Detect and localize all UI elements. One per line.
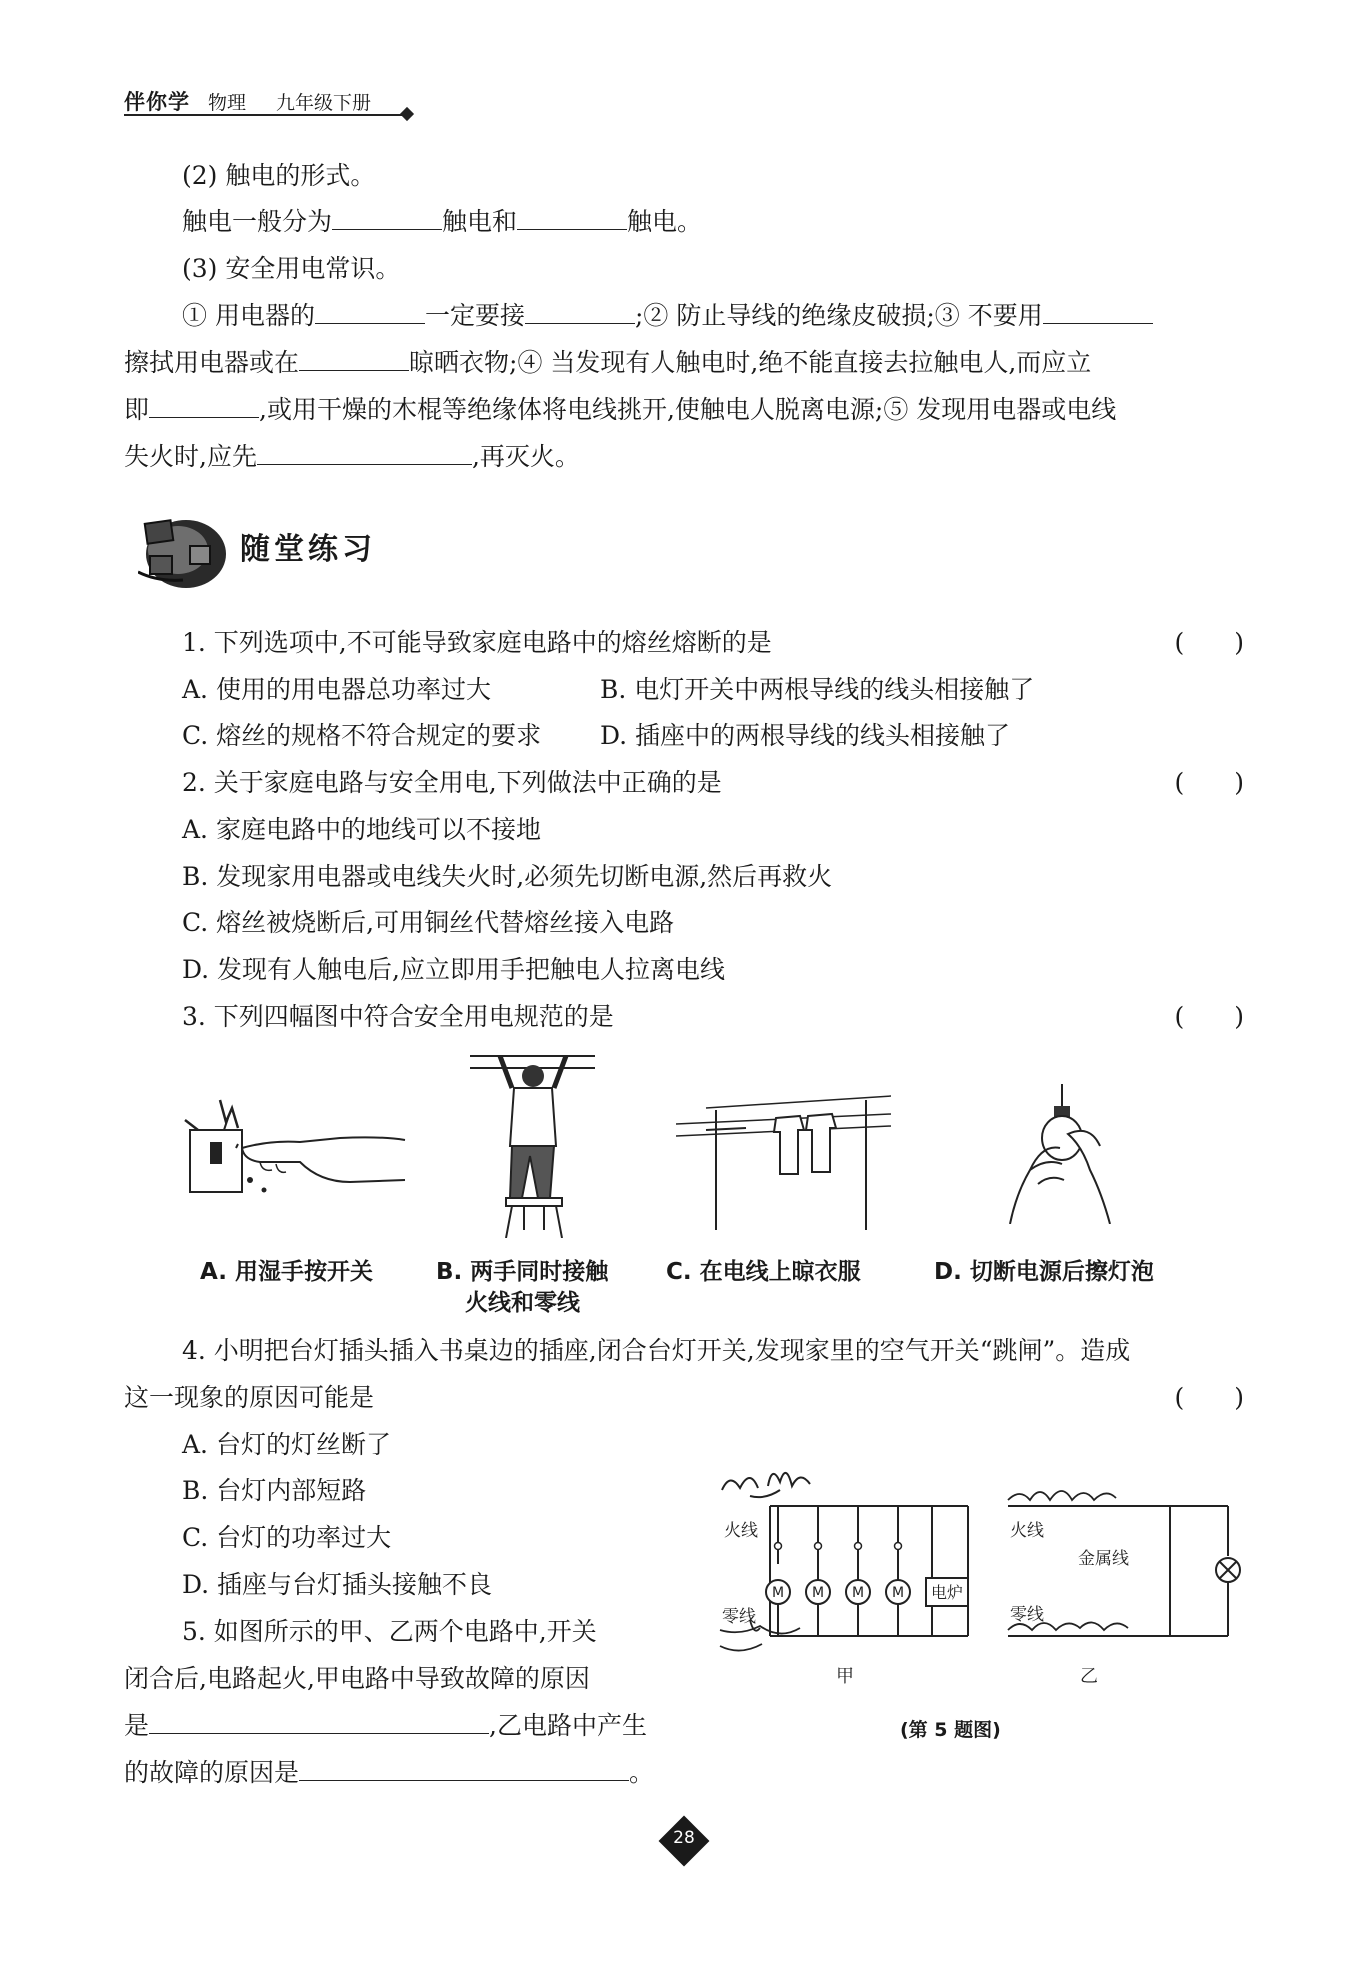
q3-caption-d: D. 切断电源后擦灯泡 — [934, 1259, 1154, 1285]
jia-label: 甲 — [836, 1666, 854, 1687]
text: 失火时,应先 — [124, 442, 257, 471]
q3-caption-a: A. 用湿手按开关 — [200, 1259, 373, 1285]
review-item-2-text: (2) 触电的形式。 — [182, 161, 376, 190]
subject-label: 物理 — [208, 92, 247, 114]
review-item-3-body-4 — [124, 441, 580, 473]
motor-label: M — [851, 1585, 865, 1601]
motor-label: M — [891, 1585, 905, 1601]
practice-section-icon — [138, 512, 228, 592]
q1-option-a[interactable]: A. 使用的用电器总功率过大 — [182, 675, 491, 704]
q4-option-b[interactable]: B. 台灯内部短路 — [182, 1476, 367, 1505]
q2-option-c[interactable]: C. 熔丝被烧断后,可用铜丝代替熔丝接入电路 — [182, 908, 675, 937]
q1-answer-paren[interactable]: ( ) — [1174, 628, 1244, 657]
q2-option-a[interactable]: A. 家庭电路中的地线可以不接地 — [182, 815, 541, 844]
jia-neutral-wire-label: 零线 — [722, 1607, 756, 1627]
circuit-jia — [720, 1473, 968, 1687]
text: 。 — [629, 1758, 655, 1787]
brand-title: 伴你学 — [124, 90, 190, 114]
q5-stem-line3 — [124, 1710, 647, 1742]
motor-label: M — [771, 1585, 785, 1601]
text: ;② 防止导线的绝缘皮破损;③ 不要用 — [634, 301, 1043, 330]
review-item-2-body — [182, 206, 702, 238]
page-number-badge — [659, 1816, 709, 1866]
answer-blank[interactable] — [332, 207, 442, 230]
q2-answer-paren[interactable]: ( ) — [1174, 768, 1244, 797]
text: 触电和 — [442, 207, 518, 236]
review-item-3-body-3 — [124, 394, 1116, 426]
q1-option-d[interactable]: D. 插座中的两根导线的线头相接触了 — [600, 721, 1011, 750]
q4-option-a[interactable]: A. 台灯的灯丝断了 — [182, 1430, 391, 1459]
text: 触电。 — [627, 207, 703, 236]
q1-option-b[interactable]: B. 电灯开关中两根导线的线头相接触了 — [600, 675, 1035, 704]
motor-branch — [886, 1506, 910, 1636]
metal-wire-label: 金属线 — [1078, 1549, 1129, 1569]
header-diamond-icon — [400, 107, 414, 121]
answer-blank[interactable] — [299, 1758, 629, 1781]
q1-option-c[interactable]: C. 熔丝的规格不符合规定的要求 — [182, 721, 542, 750]
q5-stem-line1: 5. 如图所示的甲、乙两个电路中,开关 — [182, 1617, 597, 1646]
answer-blank[interactable] — [257, 442, 472, 465]
answer-blank[interactable] — [149, 395, 259, 418]
q4-stem-line1: 4. 小明把台灯插头插入书桌边的插座,闭合台灯开关,发现家里的空气开关“跳闸”。造成 — [182, 1336, 1131, 1365]
yi-neutral-wire-label: 零线 — [1010, 1605, 1044, 1625]
figure-5-caption: (第 5 题图) — [900, 1719, 1001, 1741]
q5-stem-line4 — [124, 1757, 654, 1789]
text: 触电一般分为 — [182, 207, 333, 236]
text: ,或用干燥的木棍等绝缘体将电线挑开,使触电人脱离电源;⑤ 发现用电器或电线 — [259, 395, 1117, 424]
wet-hand-switch-illustration — [180, 1090, 410, 1210]
stove-label: 电炉 — [930, 1583, 964, 1602]
q4-option-c[interactable]: C. 台灯的功率过大 — [182, 1523, 392, 1552]
wiping-light-bulb-illustration — [990, 1084, 1130, 1224]
answer-blank[interactable] — [149, 1711, 489, 1734]
q3-caption-b-line1: B. 两手同时接触 — [436, 1259, 609, 1285]
review-item-3-text: (3) 安全用电常识。 — [182, 254, 401, 283]
q2-stem: 2. 关于家庭电路与安全用电,下列做法中正确的是 — [182, 768, 722, 797]
answer-blank[interactable] — [299, 348, 409, 371]
section-title: 随堂练习 — [240, 532, 376, 567]
review-item-3-body-2 — [124, 347, 1091, 379]
text: 擦拭用电器或在 — [124, 348, 300, 377]
motor-branch — [806, 1506, 830, 1636]
text: 晾晒衣物;④ 当发现有人触电时,绝不能直接去拉触电人,而应立 — [409, 348, 1092, 377]
q5-stem-line2: 闭合后,电路起火,甲电路中导致故障的原因 — [124, 1664, 590, 1693]
page-header — [124, 86, 414, 116]
page-number: 28 — [673, 1828, 695, 1848]
answer-blank[interactable] — [517, 207, 627, 230]
q3-answer-paren[interactable]: ( ) — [1174, 1002, 1244, 1031]
text: 即 — [124, 395, 150, 424]
q3-caption-b-line2: 火线和零线 — [465, 1290, 580, 1316]
q3-stem: 3. 下列四幅图中符合安全用电规范的是 — [182, 1002, 614, 1031]
q4-stem-line2: 这一现象的原因可能是 — [124, 1383, 375, 1412]
review-item-3-body-1 — [182, 300, 1153, 332]
jia-live-wire-label: 火线 — [724, 1521, 758, 1541]
header-rule — [124, 114, 406, 116]
q2-option-d[interactable]: D. 发现有人触电后,应立即用手把触电人拉离电线 — [182, 955, 725, 984]
person-touching-wires-illustration — [470, 1048, 600, 1238]
grade-label: 九年级下册 — [276, 92, 372, 114]
clothes-on-power-line-illustration — [676, 1090, 891, 1230]
circuit-figure-5 — [710, 1460, 1260, 1690]
motor-branch — [846, 1506, 870, 1636]
motor-label: M — [811, 1585, 825, 1601]
q3-caption-c: C. 在电线上晾衣服 — [666, 1259, 861, 1285]
yi-live-wire-label: 火线 — [1010, 1521, 1044, 1541]
answer-blank[interactable] — [525, 301, 635, 324]
q4-answer-paren[interactable]: ( ) — [1174, 1383, 1244, 1412]
circuit-yi — [1008, 1491, 1240, 1687]
q2-option-b[interactable]: B. 发现家用电器或电线失火时,必须先切断电源,然后再救火 — [182, 862, 833, 891]
text: ,乙电路中产生 — [489, 1711, 647, 1740]
yi-label: 乙 — [1080, 1666, 1098, 1687]
answer-blank[interactable] — [1043, 301, 1153, 324]
text: ,再灭火。 — [471, 442, 580, 471]
answer-blank[interactable] — [315, 301, 425, 324]
q4-option-d[interactable]: D. 插座与台灯插头接触不良 — [182, 1570, 493, 1599]
review-item-2 — [182, 160, 375, 192]
text: ① 用电器的 — [182, 301, 315, 330]
q1-stem: 1. 下列选项中,不可能导致家庭电路中的熔丝熔断的是 — [182, 628, 772, 657]
text: 一定要接 — [424, 301, 525, 330]
text: 是 — [124, 1711, 150, 1740]
text: 的故障的原因是 — [124, 1758, 300, 1787]
review-item-3 — [182, 253, 400, 285]
